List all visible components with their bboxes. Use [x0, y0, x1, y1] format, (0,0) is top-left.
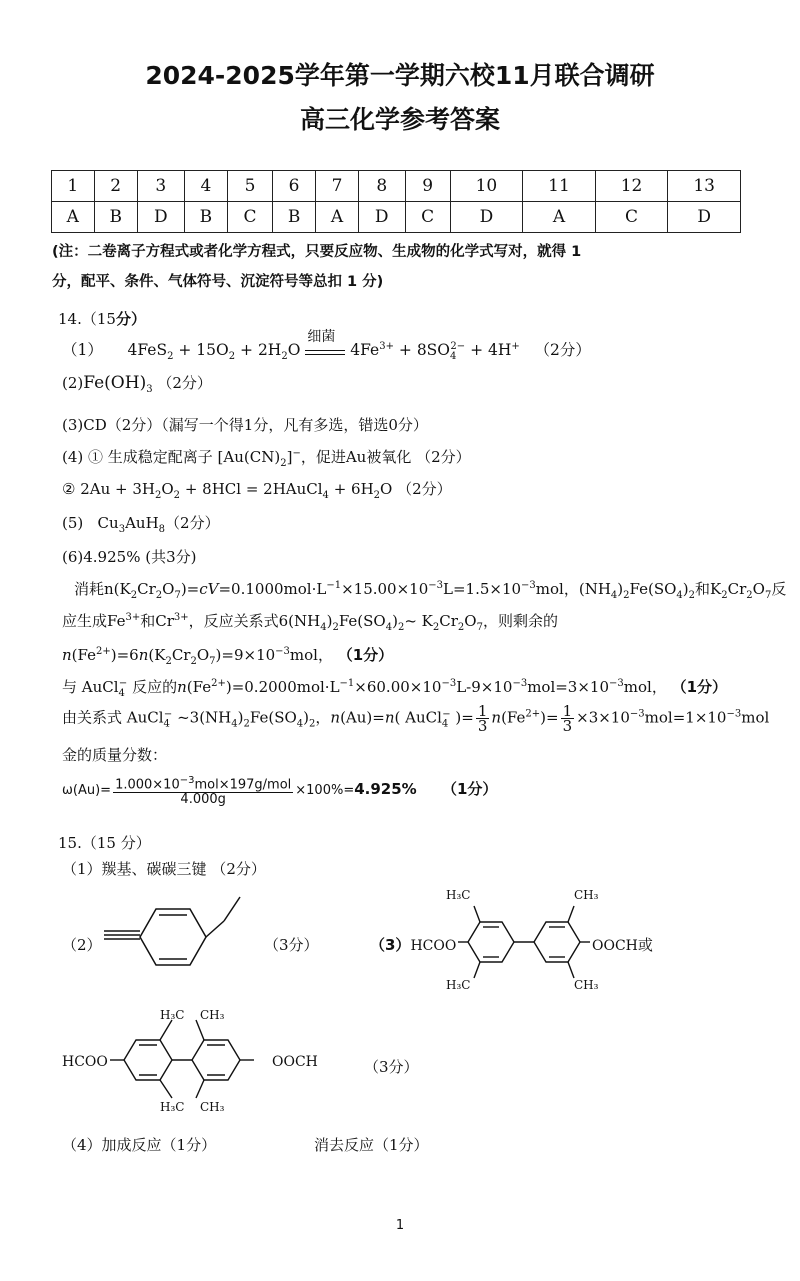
q15-part-3-score: （3分）: [364, 1058, 419, 1076]
answer-cell: C: [228, 202, 273, 233]
question-number-cell: 12: [595, 171, 668, 202]
q14-header: 14.（15分）: [58, 310, 146, 328]
answer-cell: C: [595, 202, 668, 233]
question-number-cell: 1: [52, 171, 95, 202]
q15-part-1: （1）羰基、碳碳三键 （2分）: [62, 860, 266, 878]
page-subtitle: 高三化学参考答案: [299, 105, 500, 134]
q14-calc-line-4: 与 AuCl$_4$− 反应的$n(Fe^{2+})=0.2000mol\cdot L^{-1}\times 60.00\times 10^{-3}L-9\times 10^{-3}mol=3\times 10^{-3}mol$， （1分）: [62, 678, 728, 699]
question-number-cell: 3: [137, 171, 184, 202]
q14-part-5: (5) $Cu_3AuH_8(2$分）: [62, 514, 220, 535]
page-title: 2024-2025学年第一学期六校11月联合调研: [145, 61, 655, 90]
q14-part-1: （1） $4FeS_2 + 15O_2 + 2H_2O$ 细菌 $4Fe^{3+} + 8SO_4^{2-} + 4H^+$ （2分）: [62, 338, 591, 362]
q14-part-2: $(2)Fe(OH)_3$ （2分）: [62, 373, 212, 395]
answer-cell: C: [405, 202, 450, 233]
question-number-cell: 8: [358, 171, 405, 202]
q15-3b-methyl-bl: H₃C: [160, 1100, 185, 1114]
question-number-cell: 4: [184, 171, 227, 202]
answer-cell: A: [316, 202, 359, 233]
q15-part-3-label: （3）HCOO: [370, 936, 457, 954]
question-number-cell: 7: [316, 171, 359, 202]
q15-structure-3b-molecule: [110, 1014, 280, 1104]
answer-table-answer-row: [52, 202, 741, 233]
answer-cell: A: [52, 202, 95, 233]
q15-header: 15.（15 分）: [58, 834, 151, 852]
q14-calc-line-3: $n(Fe^{2+})=6n(K_2Cr_2O_7)=9\times 10^{-3}mol$， （1分）: [62, 646, 394, 667]
q15-3b-methyl-br: CH₃: [200, 1100, 225, 1114]
page-number: 1: [395, 1218, 405, 1233]
answer-cell: A: [523, 202, 596, 233]
q15-3a-ooch: OOCH或: [592, 936, 653, 954]
answer-cell: D: [137, 202, 184, 233]
q14-omega-formula: ω(Au)= $\frac{1.000\times 10^{-3}mol\times 197g/mol}{4.000g}$ ×100%=4.925%: [62, 775, 417, 808]
question-number-cell: 9: [405, 171, 450, 202]
answer-cell: D: [668, 202, 741, 233]
q15-structure-2-molecule: [100, 895, 260, 980]
answer-table: [51, 170, 741, 233]
answer-cell: B: [272, 202, 315, 233]
answer-cell: B: [184, 202, 227, 233]
q15-3a-methyl-br: CH₃: [574, 978, 599, 992]
q15-3b-methyl-tl: H₃C: [160, 1008, 185, 1022]
answer-cell: D: [450, 202, 523, 233]
question-number-cell: 13: [668, 171, 741, 202]
note-line-2: 分，配平、条件、气体符号、沉淀符号等总扣 1 分): [52, 274, 384, 290]
question-number-cell: 2: [94, 171, 137, 202]
q15-3b-ooch: OOCH: [272, 1054, 318, 1070]
q14-part-4-2: ② $2Au + 3H_2O_2 + 8HCl$ = 2HAuCl$_4$ + $6H_2O$ （2分）: [62, 480, 452, 501]
q15-3a-methyl-bl: H₃C: [446, 978, 471, 992]
q15-part-2-label: （2）: [62, 936, 102, 954]
answer-cell: D: [358, 202, 405, 233]
q14-calc-line-6: 金的质量分数：: [62, 746, 168, 764]
q15-part-2-score: （3分）: [264, 936, 319, 954]
answer-cell: B: [94, 202, 137, 233]
q14-part-3: (3)CD（2分）（漏写一个得1分，凡有多选，错选0分）: [62, 416, 428, 434]
q14-part-4-1: (4) ① 生成稳定配离子 $[Au(CN)_2]^-$，促进Au被氧化 （2分）: [62, 448, 471, 469]
q15-3b-hcoo: HCOO: [62, 1054, 108, 1070]
question-number-cell: 6: [272, 171, 315, 202]
q15-part-4-b: 消去反应（1分）: [314, 1136, 429, 1154]
answer-table-number-row: [52, 171, 741, 202]
q14-calc-line-2: 应生成$Fe^{3+}$和$Cr^{3+}$，反应关系式$6(NH_4)_2Fe(SO_4)_2\sim$ $K_2Cr_2O_7$，则剩余的: [62, 612, 558, 633]
question-number-cell: 10: [450, 171, 523, 202]
q15-3a-methyl-tl: H₃C: [446, 888, 471, 902]
q14-omega-score: （1分）: [442, 780, 498, 798]
q14-calc-line-1: 消耗$n(K_2Cr_2O_7)=cV=0.1000mol\cdot L^{-1}\times 15.00\times 10^{-3}L=1.5\times 10^{-3}mol$，$(NH_4)_2Fe(SO_4)_2$和$K_2Cr_2O_7$反: [74, 580, 787, 601]
question-number-cell: 11: [523, 171, 596, 202]
q14-part-6: (6)4.925% (共3分): [62, 548, 197, 566]
question-number-cell: 5: [228, 171, 273, 202]
note-line-1: (注：二卷离子方程式或者化学方程式，只要反应物、生成物的化学式写对，就得 1: [52, 244, 582, 260]
q15-3b-methyl-tr: CH₃: [200, 1008, 225, 1022]
q14-calc-line-5: 由关系式 AuCl$_4$− $\sim 3(NH_4)_2Fe(SO_4)_2$，n(Au)=n( AuCl$_4$− )= $\frac{1}{3}$ $n(Fe^{2+})=$ $\frac{1}{3}$ $\times 3\times 10^{-3}mol=1\times 10^{-3}mol$: [62, 702, 770, 735]
q15-part-4-a: （4）加成反应（1分）: [62, 1136, 217, 1154]
q15-structure-3a-molecule: [458, 900, 608, 984]
q15-3a-methyl-tr: CH₃: [574, 888, 599, 902]
q14-condition: 细菌: [307, 328, 336, 345]
